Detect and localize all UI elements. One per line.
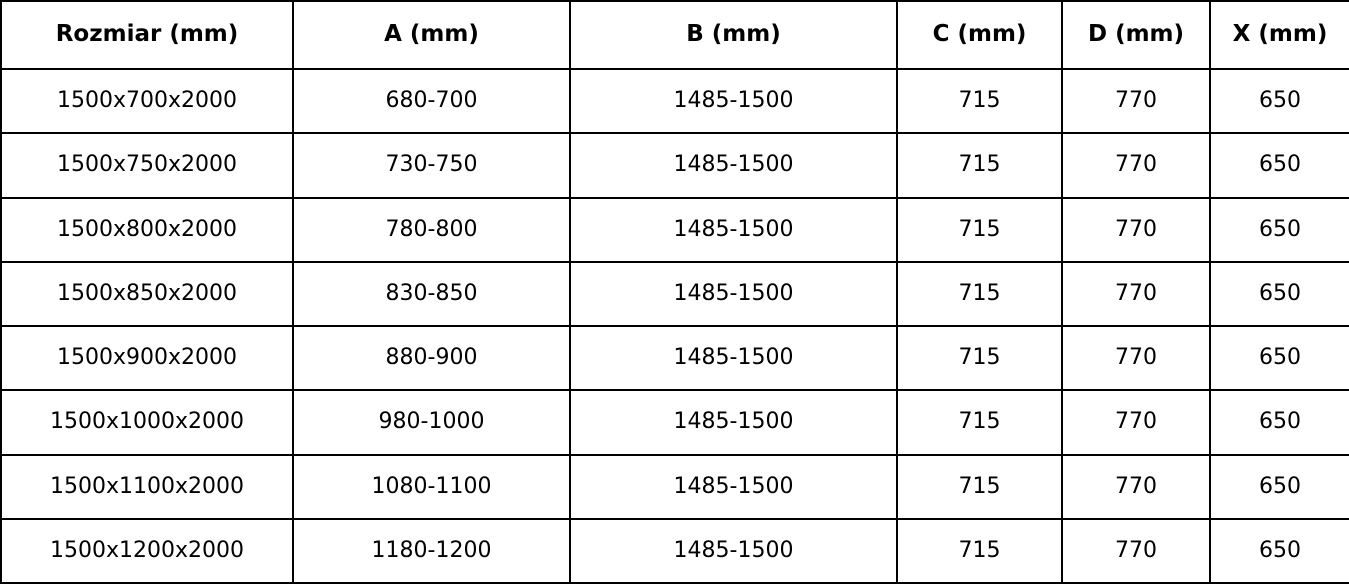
cell-rozmiar: 1500x1100x2000 — [1, 455, 293, 519]
cell-rozmiar: 1500x850x2000 — [1, 262, 293, 326]
cell-b: 1485-1500 — [570, 69, 897, 133]
cell-c: 715 — [897, 326, 1062, 390]
column-header-rozmiar: Rozmiar (mm) — [1, 1, 293, 69]
cell-x: 650 — [1210, 262, 1349, 326]
cell-a: 780-800 — [293, 198, 570, 262]
cell-b: 1485-1500 — [570, 133, 897, 197]
cell-x: 650 — [1210, 133, 1349, 197]
table-row — [1, 455, 1349, 519]
cell-a: 730-750 — [293, 133, 570, 197]
column-header-x: X (mm) — [1210, 1, 1349, 69]
table-row — [1, 326, 1349, 390]
table-body — [1, 69, 1349, 583]
cell-rozmiar: 1500x1200x2000 — [1, 519, 293, 583]
cell-d: 770 — [1062, 133, 1210, 197]
cell-x: 650 — [1210, 519, 1349, 583]
cell-x: 650 — [1210, 390, 1349, 454]
table-row — [1, 133, 1349, 197]
table-header — [1, 1, 1349, 69]
cell-x: 650 — [1210, 198, 1349, 262]
table-row — [1, 69, 1349, 133]
cell-c: 715 — [897, 133, 1062, 197]
column-header-c: C (mm) — [897, 1, 1062, 69]
cell-x: 650 — [1210, 455, 1349, 519]
cell-rozmiar: 1500x900x2000 — [1, 326, 293, 390]
cell-d: 770 — [1062, 519, 1210, 583]
cell-x: 650 — [1210, 326, 1349, 390]
cell-c: 715 — [897, 455, 1062, 519]
cell-a: 830-850 — [293, 262, 570, 326]
cell-b: 1485-1500 — [570, 390, 897, 454]
cell-a: 980-1000 — [293, 390, 570, 454]
column-header-d: D (mm) — [1062, 1, 1210, 69]
cell-c: 715 — [897, 198, 1062, 262]
cell-a: 880-900 — [293, 326, 570, 390]
cell-b: 1485-1500 — [570, 262, 897, 326]
table-row — [1, 390, 1349, 454]
cell-b: 1485-1500 — [570, 519, 897, 583]
cell-a: 1180-1200 — [293, 519, 570, 583]
table-row — [1, 198, 1349, 262]
cell-c: 715 — [897, 262, 1062, 326]
cell-d: 770 — [1062, 455, 1210, 519]
table-header-row — [1, 1, 1349, 69]
cell-d: 770 — [1062, 326, 1210, 390]
cell-rozmiar: 1500x750x2000 — [1, 133, 293, 197]
cell-c: 715 — [897, 390, 1062, 454]
cell-a: 1080-1100 — [293, 455, 570, 519]
table-row — [1, 519, 1349, 583]
cell-d: 770 — [1062, 262, 1210, 326]
cell-a: 680-700 — [293, 69, 570, 133]
cell-c: 715 — [897, 69, 1062, 133]
cell-c: 715 — [897, 519, 1062, 583]
table-row — [1, 262, 1349, 326]
cell-b: 1485-1500 — [570, 326, 897, 390]
cell-d: 770 — [1062, 390, 1210, 454]
cell-d: 770 — [1062, 69, 1210, 133]
cell-x: 650 — [1210, 69, 1349, 133]
cell-rozmiar: 1500x1000x2000 — [1, 390, 293, 454]
cell-d: 770 — [1062, 198, 1210, 262]
column-header-b: B (mm) — [570, 1, 897, 69]
column-header-a: A (mm) — [293, 1, 570, 69]
cell-rozmiar: 1500x700x2000 — [1, 69, 293, 133]
cell-rozmiar: 1500x800x2000 — [1, 198, 293, 262]
cell-b: 1485-1500 — [570, 198, 897, 262]
cell-b: 1485-1500 — [570, 455, 897, 519]
